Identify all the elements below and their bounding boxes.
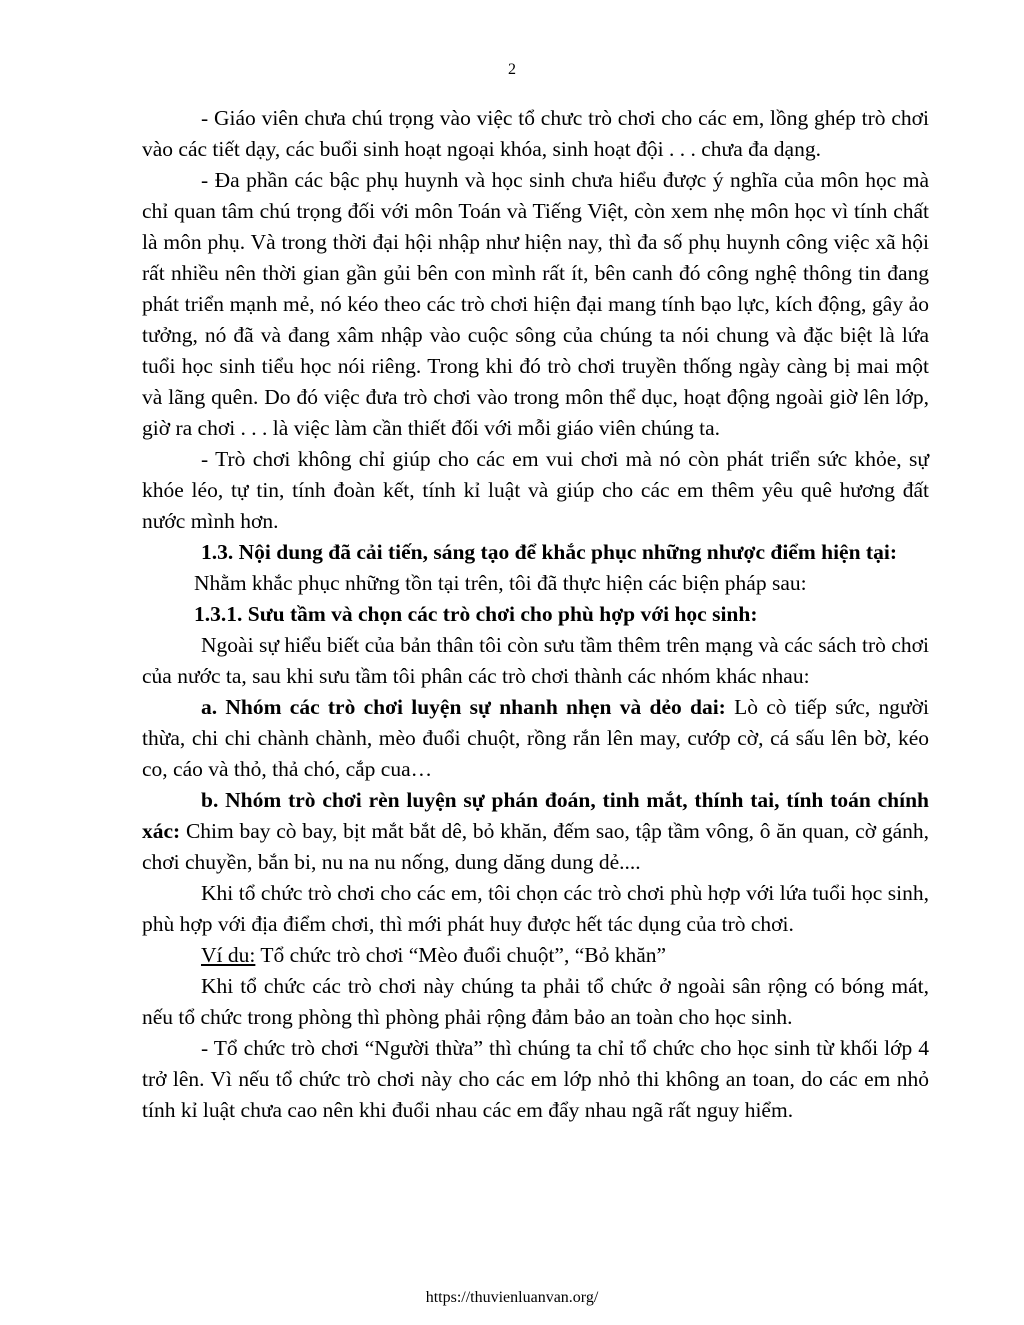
paragraph-venue: Khi tổ chức các trò chơi này chúng ta phải tổ chức ở ngoài sân rộng có bóng mát, nếu tổ chức trong phòng thì phòng phải rộng đảm bảo an toàn cho học sinh. (142, 974, 929, 1029)
page-number: 2 (508, 61, 516, 78)
example-text: Tổ chức trò chơi “Mèo đuổi chuột”, “Bỏ khăn” (255, 943, 667, 967)
footer-url: https://thuvienluanvan.org/ (425, 1289, 599, 1306)
paragraph-measures-intro: Nhằm khắc phục những tồn tại trên, tôi đã thực hiện các biện pháp sau: (194, 571, 807, 595)
group-b-text: Chim bay cò bay, bịt mắt bắt dê, bỏ khăn, đếm sao, tập tầm vông, ô ăn quan, cờ gánh, chơi chuyền, bắn bi, nu na nu nống, dung dăng dung dẻ.... (142, 819, 929, 874)
paragraph-example (142, 940, 929, 971)
paragraph-parents-issue: - Đa phần các bậc phụ huynh và học sinh chưa hiểu được ý nghĩa của môn học mà chỉ quan tâm chú trọng đối với môn Toán và Tiếng Việt, còn xem nhẹ môn học vì tính chất là môn phụ. Và trong thời đại hội nhập như hiện nay, thì đa số phụ huynh công việc xã hội rất nhiều nên thời gian gần gủi bên con mình rất ít, bên canh đó công nghệ thông tin đang phát triển mạnh mẻ, nó kéo theo các trò chơi hiện đại mang tính bạo lực, kích động, gây ảo tưởng, nó đã và đang xâm nhập vào cuộc sông của chúng ta nói chung và đặc biệt là lứa tuổi học sinh tiểu học nói riêng. Trong khi đó trò chơi truyền thống ngày càng bị mai một và lãng quên. Do đó việc đưa trò chơi vào trong môn thể dục, hoạt động ngoài giờ lên lớp, giờ ra chơi . . . là việc làm cần thiết đối với mỗi giáo viên chúng ta. (142, 168, 929, 440)
group-a-label: a. Nhóm các trò chơi luyện sự nhanh nhẹn và dẻo dai: (201, 695, 726, 719)
group-b-label: b. Nhóm trò chơi rèn luyện sự phán đoán, tinh mắt, thính tai, tính toán chính xác: (142, 788, 929, 843)
example-label: Ví du: (201, 943, 256, 967)
document-body (142, 103, 929, 1126)
paragraph-choosing-games: Khi tổ chức trò chơi cho các em, tôi chọn các trò chơi phù hợp với lứa tuổi học sinh, phù hợp với địa điểm chơi, thì mới phát huy được hết tác dụng của trò chơi. (142, 881, 929, 936)
paragraph-group-a (142, 692, 929, 785)
paragraph-teacher-issue: - Giáo viên chưa chú trọng vào việc tổ chưc trò chơi cho các em, lồng ghép trò chơi vào các tiết dạy, các buổi sinh hoạt ngoại khóa, sinh hoạt đội . . . chưa đa dạng. (142, 106, 929, 161)
heading-1-3: 1.3. Nội dung đã cải tiến, sáng tạo để khắc phục những nhược điểm hiện tại: (201, 540, 897, 564)
heading-1-3-1: 1.3.1. Sưu tầm và chọn các trò chơi cho phù hợp với học sinh: (194, 602, 758, 626)
paragraph-game-benefits: - Trò chơi không chỉ giúp cho các em vui chơi mà nó còn phát triển sức khỏe, sự khóe léo, tự tin, tính đoàn kết, tính kỉ luật và giúp cho các em thêm yêu quê hương đất nước mình hơn. (142, 447, 929, 533)
paragraph-collection: Ngoài sự hiểu biết của bản thân tôi còn sưu tầm thêm trên mạng và các sách trò chơi của nước ta, sau khi sưu tầm tôi phân các trò chơi thành các nhóm khác nhau: (142, 633, 929, 688)
paragraph-group-b (142, 785, 929, 878)
group-a-text: Lò cò tiếp sức, người thừa, chi chi chành chành, mèo đuổi chuột, rồng rắn lên may, cướp cờ, cá sấu lên bờ, kéo co, cáo và thỏ, thả chó, cắp cua… (142, 695, 929, 781)
paragraph-nguoi-thua: - Tổ chức trò chơi “Người thừa” thì chúng ta chỉ tổ chức cho học sinh từ khối lớp 4 trở lên. Vì nếu tổ chức trò chơi này cho các em lớp nhỏ thi không an toan, do các em nhỏ tính kỉ luật chưa cao nên khi đuổi nhau các em đẩy nhau ngã rất nguy hiểm. (142, 1036, 929, 1122)
